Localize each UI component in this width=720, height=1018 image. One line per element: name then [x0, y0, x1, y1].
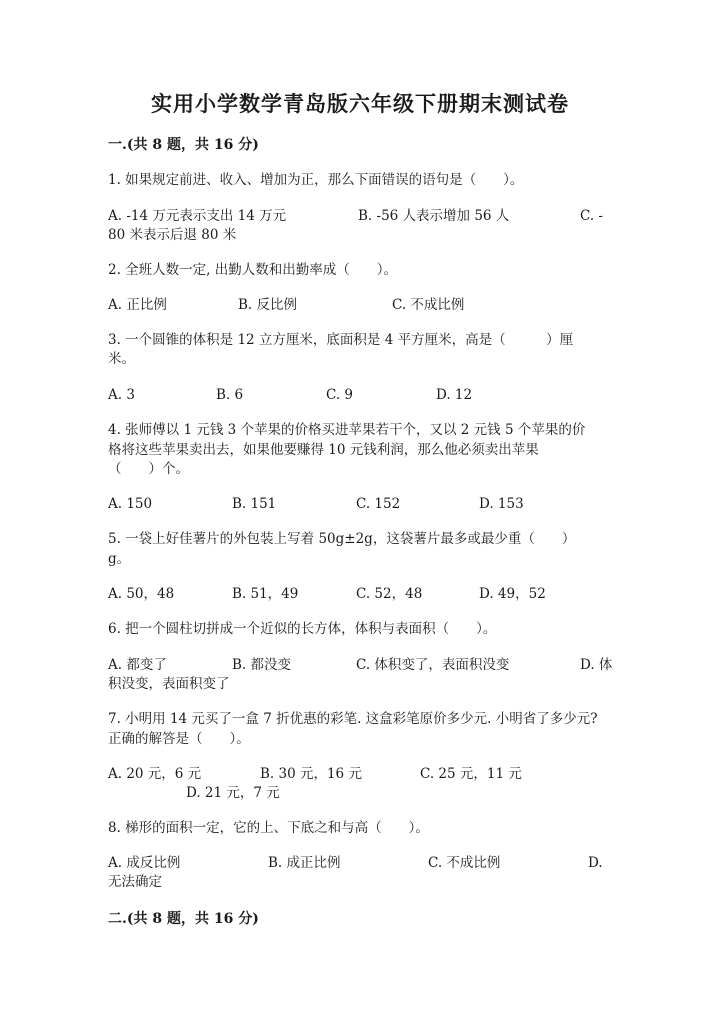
question-4-stem-line-3: （ ）个。	[108, 461, 189, 477]
question-6-stem: 6. 把一个圆柱切拼成一个近似的长方体，体积与表面积（ ）。	[108, 621, 497, 637]
question-5-option-d: D. 49，52	[479, 586, 546, 602]
question-7-stem-line-1: 7. 小明用 14 元买了一盒 7 折优惠的彩笔. 这盒彩笔原价多少元. 小明省了多少元?	[108, 711, 598, 727]
question-2-stem: 2. 全班人数一定, 出勤人数和出勤率成（ ）。	[108, 262, 398, 278]
question-5-stem-line-2: g。	[108, 551, 131, 567]
question-5-option-c: C. 52，48	[356, 586, 423, 602]
question-1-option-c: C. -	[580, 208, 603, 224]
question-3-option-b: B. 6	[216, 387, 244, 403]
question-3-stem-line-2: 米。	[108, 351, 135, 367]
question-7-option-d: D. 21 元，7 元	[186, 785, 280, 801]
question-7-option-c: C. 25 元，11 元	[420, 766, 522, 782]
exam-title: 实用小学数学青岛版六年级下册期末测试卷	[151, 91, 569, 116]
question-6-option-b: B. 都没变	[232, 657, 292, 673]
question-2-option-b: B. 反比例	[238, 297, 298, 313]
question-1-stem: 1. 如果规定前进、收入、增加为正，那么下面错误的语句是（ ）。	[108, 172, 524, 188]
question-4-stem-line-1: 4. 张师傅以 1 元钱 3 个苹果的价格买进苹果若干个，又以 2 元钱 5 个苹果的价	[108, 422, 586, 438]
question-3-option-d: D. 12	[436, 387, 473, 403]
question-6-option-d-cont: 积没变，表面积变了	[108, 676, 230, 692]
question-8-option-d-cont: 无法确定	[108, 874, 162, 890]
question-3-option-a: A. 3	[108, 387, 135, 403]
question-2-option-a: A. 正比例	[108, 297, 167, 313]
question-8-option-b: B. 成正比例	[268, 855, 341, 871]
question-4-stem-line-2: 格将这些苹果卖出去，如果他要赚得 10 元钱利润，那么他必须卖出苹果	[108, 442, 539, 458]
question-6-option-d: D. 体	[580, 657, 613, 673]
question-3-option-c: C. 9	[326, 387, 354, 403]
question-4-option-d: D. 153	[479, 496, 524, 512]
question-8-option-c: C. 不成比例	[428, 855, 501, 871]
question-4-option-c: C. 152	[356, 496, 401, 512]
question-8-option-a: A. 成反比例	[108, 855, 181, 871]
question-4-option-b: B. 151	[232, 496, 277, 512]
question-7-stem-line-2: 正确的解答是（ ）。	[108, 731, 250, 747]
question-6-option-a: A. 都变了	[108, 657, 167, 673]
question-5-stem-line-1: 5. 一袋上好佳薯片的外包装上写着 50g±2g，这袋薯片最多或最少重（ ）	[108, 531, 576, 547]
question-3-stem-line-1: 3. 一个圆锥的体积是 12 立方厘米，底面积是 4 平方厘米，高是（ ）厘	[108, 332, 574, 348]
question-1-option-c-cont: 80 米表示后退 80 米	[108, 227, 237, 243]
question-5-option-b: B. 51，49	[232, 586, 299, 602]
section-heading: 一.(共 8 题，共 16 分)	[108, 137, 259, 153]
question-7-option-a: A. 20 元，6 元	[108, 766, 202, 782]
question-6-option-c: C. 体积变了，表面积没变	[356, 657, 510, 673]
question-1-option-b: B. -56 人表示增加 56 人	[358, 208, 510, 224]
section-heading: 二.(共 8 题，共 16 分)	[108, 911, 259, 927]
question-5-option-a: A. 50，48	[108, 586, 175, 602]
question-1-option-a: A. -14 万元表示支出 14 万元	[108, 208, 287, 224]
question-8-option-d: D.	[588, 855, 603, 871]
question-4-option-a: A. 150	[108, 496, 153, 512]
question-8-stem: 8. 梯形的面积一定，它的上、下底之和与高（ ）。	[108, 820, 429, 836]
question-7-option-b: B. 30 元，16 元	[260, 766, 362, 782]
question-2-option-c: C. 不成比例	[392, 297, 465, 313]
